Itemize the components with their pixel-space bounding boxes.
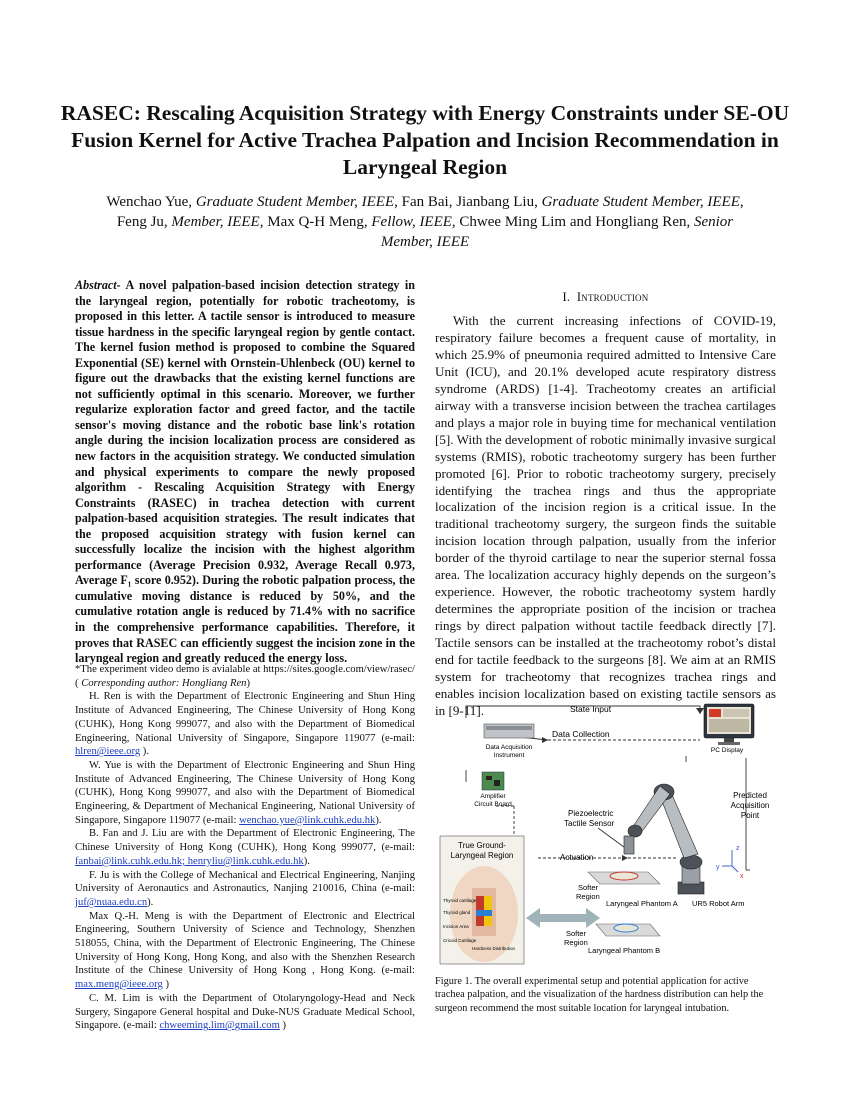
affiliation-text: F. Ju is with the College of Mechanical and Electrical Engineering, Nanjing University of Aeronautics and Astronautics, Nanjing 210016, China (e-mail: (75, 869, 415, 895)
axes-icon (722, 850, 738, 872)
email-link[interactable]: juf@nuaa.edu.cn (75, 896, 148, 908)
arrow-head (696, 708, 704, 714)
piezo-label-2: Tactile Sensor (564, 819, 615, 828)
daq-instrument (484, 724, 534, 738)
phantom-a-label: Laryngeal Phantom A (606, 899, 678, 908)
affiliation-ju (75, 869, 415, 910)
data-collection-label: Data Collection (552, 729, 610, 739)
axis-y: y (716, 864, 720, 871)
affiliation-end: ). (140, 746, 149, 758)
affiliation-end: ). (375, 814, 382, 826)
amplifier-label: Amplifier (480, 793, 506, 800)
state-input-label: State Input (570, 704, 612, 714)
author-list (90, 192, 760, 252)
author-4: Max Q-H Meng, (263, 214, 372, 230)
phantom-b (596, 924, 660, 936)
actuation-label: Actuation (560, 853, 594, 862)
intro-paragraph: With the current increasing infections of COVID-19, respiratory failure becomes a frequent cause of mortality, in which 25.9% of pneumonia required admitted to Intensive Care Unit (ICU), and 20.1% developed acute respiratory distress syndrome (ARDS) [1-4]. Tracheotomy creates an artificial airway with a transverse incision between the trachea cartilages and plays a major role in buying time for mechanical ventilation [5]. With the development of robotic minimally invasive surgical systems (RMIS), robotic tracheotomy surgery has been further promoted [6]. Prior to robotic tracheotomy surgery, precisely identifying the trachea rings and thus the appropriate localization of the incision region is a critical issue. In the traditional tracheotomy surgery, the surgeon finds the suitable incision location through palpation, usually from the inferior border of the thyroid cartilage to near the superior sternal fossa area. The localization accuracy highly depends on the surgeon’s experience. However, the robotic tracheotomy system hardly determines the appropriate position of the incision or trachea rings by direct palpation without tactile feedback directly [7]. Tactile sensors can be installed at the tracheotomy robot’s distal end for tactile feedback to the surgeons [8]. We aim at an RMIS system for tracheotomy that recognizes trachea rings and enables incision localization based on existing tactile sensors as in [9-11]. (435, 313, 776, 718)
email-link[interactable]: hlren@ieee.org (75, 746, 141, 758)
pc-label: PC Display (710, 747, 744, 754)
amplifier-label-2: Circuit Board (474, 801, 512, 808)
predicted-label-3: Point (740, 811, 760, 820)
arrow-head (622, 855, 628, 861)
video-note (75, 663, 415, 690)
author-5: Chwee Ming Lim and Hongliang Ren, (455, 214, 694, 230)
paper-title: RASEC: Rescaling Acquisition Strategy with Energy Constraints under SE-OU Fusion Kernel for Active Trachea Palpation and Incision Recommendation in Laryngeal Region (60, 101, 790, 179)
corresponding-author: Corresponding author: Hongliang Ren (81, 677, 247, 689)
truth-label: True Ground- (458, 841, 506, 850)
email-link[interactable]: chweeming.lim@gmail.com (159, 1020, 280, 1032)
abstract-label: Abstract- (75, 278, 121, 292)
affiliation-text: W. Yue is with the Department of Electronic Engineering and Shun Hing Institute of Advanced Engineering, The Chinese University of Hong Kong (CUHK), Hong Kong 999077, and also with the Department of Biomedical Engineering, & Department of Mechanical Engineering, National University of Singapore, Singapore 119077 (e-mail: (75, 759, 415, 826)
daq-label: Data Acquisition (485, 744, 533, 751)
author-3: , Feng Ju, (116, 194, 744, 230)
thyroid-gland-label: Thyroid gland (443, 910, 471, 915)
email-link[interactable]: wenchao.yue@link.cuhk.edu.hk (239, 814, 376, 826)
hardness-label: Hardness Distribution (472, 946, 516, 951)
pc-display (704, 704, 754, 745)
phantom-b-label: Laryngeal Phantom B (588, 946, 661, 955)
affiliation-end: ). (147, 896, 154, 908)
video-note-text: *The experiment video demo is avialable at https://sites.google.com/view/rasec/ ( (75, 664, 415, 689)
figure-1 (438, 700, 774, 968)
setup-diagram (438, 700, 774, 968)
author-4-role: Fellow, IEEE, (371, 214, 456, 230)
author-1-role: Graduate Student Member, IEEE (195, 194, 395, 210)
phantom-a (588, 872, 660, 884)
section-heading (435, 290, 776, 305)
affiliation-yue (75, 759, 415, 828)
affiliation-ren (75, 690, 415, 759)
predicted-label: Predicted (733, 791, 767, 800)
author-3-role: Member, IEEE, (171, 214, 264, 230)
author-2-role: Graduate Student Member, IEEE (541, 194, 740, 210)
double-arrow-icon (526, 908, 600, 928)
arrow-head (542, 737, 548, 743)
author-5-role: Senior Member, IEEE (380, 214, 734, 250)
affiliation-end: ) (162, 979, 169, 991)
amplifier-board (482, 772, 504, 790)
affiliation-lim (75, 992, 415, 1033)
affiliation-fan (75, 827, 415, 868)
introduction (435, 313, 776, 720)
figure-caption: Figure 1. The overall experimental setup and potential application for active trachea palpation, and the visualization of the hardness distribution can help the surgeon recommend the most suitable location for laryngeal intubation. (435, 976, 764, 1014)
affiliation-meng (75, 910, 415, 992)
affiliation-end: ) (279, 1020, 286, 1032)
incision-label: Incision Area (443, 924, 469, 929)
piezo-label: Piezoelectric (568, 809, 614, 818)
video-note-end: ) (246, 677, 250, 689)
author-2: , Fan Bai, Jianbang Liu, (394, 194, 542, 210)
truth-label-2: Laryngeal Region (450, 851, 514, 860)
softer-label-a: Softer (578, 883, 599, 892)
affiliation-text: C. M. Lim is with the Department of Otolaryngology-Head and Neck Surgery, Singapore General hospital and Duke-NUS Graduate Medical School, Singapore. (e-mail: (75, 992, 415, 1032)
abstract (75, 278, 415, 667)
softer-label-b: Softer (566, 929, 587, 938)
axis-z: z (736, 845, 740, 852)
cricoid-label: Cricoid Cartilage (443, 938, 477, 943)
affiliation-text: B. Fan and J. Liu are with the Department of Electronic Engineering, The Chinese University of Hong Kong (CUHK), Hong Kong 999077, (e-mail: (75, 828, 415, 854)
footnotes (75, 663, 415, 1033)
daq-label-2: Instrument (493, 752, 525, 759)
email-link[interactable]: max.meng@ieee.org (75, 979, 163, 991)
predicted-label-2: Acquisition (730, 801, 770, 810)
section-name: Introduction (576, 290, 649, 304)
region-label-b: Region (564, 938, 588, 947)
email-link[interactable]: fanbai@link.cuhk.edu.hk; henryliu@link.cuhk.edu.hk (75, 855, 304, 867)
affiliation-text: H. Ren is with the Department of Electronic Engineering and Shun Hing Institute of Advanced Engineering, The Chinese University of Hong Kong (CUHK), Hong Kong 999077, and also with the Department of Biomedical Engineering, National University of Singapore, Singapore 119077 (e-mail: (75, 691, 415, 744)
abstract-text: A novel palpation-based incision detection strategy in the laryngeal region, potentially for robotic tracheotomy, is proposed in this letter. A tactile sensor is introduced to measure tissue hardness in the specific laryngeal region by gentle contact. The kernel fusion method is proposed to combine the Squared Exponential (SE) kernel with Ornstein-Uhlenbeck (OU) kernel to figure out the drawbacks that the existing kernel functions are not sufficiently optimal in this scenario. Moreover, we further regularize exploration factor and greed factor, and the tactile sensor's moving distance and the robotic base link's rotation angle during the incision localization process are considered as new factors in the acquisition strategy. We conducted simulation and physical experiments to compare the newly proposed algorithm - Rescaling Acquisition Strategy with Energy Constraints (RASEC) in trachea detection with current palpation-based acquisition strategies. The result indicates that the proposed acquisition strategy with fusion kernel can successfully localize the incision with the highest algorithm performance (Average Precision 0.932, Average Recall 0.973, Average F₁ score 0.952). During the robotic palpation process, the cumulative moving distance is reduced by 50%, and the cumulative rotation angle is reduced by 71.4% with no sacrifice in the comprehensive performance capabilities. Therefore, it proves that RASEC can efficiently suggest the incision zone in the laryngeal region and greatly reduced the energy loss. (75, 278, 415, 666)
author-1: Wenchao Yue, (106, 194, 196, 210)
region-label-a: Region (576, 892, 600, 901)
affiliation-end: ). (303, 855, 310, 867)
thyroid-cartilage-label: Thyroid cartilage (443, 898, 477, 903)
axis-x: x (740, 873, 744, 880)
affiliation-text: Max Q.-H. Meng is with the Department of Electronic and Electrical Engineering, Southern University of Science and Technology, Shenzhen 518055, China, with the Department of Electronic Engineering, The Chinese University of Hong Kong, Hong Kong, and also with the Shenzhen Research Institute of the Chinese University of Hong Kong , Hong Kong. (e-mail: (75, 910, 415, 977)
section-number: I. (562, 290, 571, 304)
robot-label: UR5 Robot Arm (692, 899, 745, 908)
